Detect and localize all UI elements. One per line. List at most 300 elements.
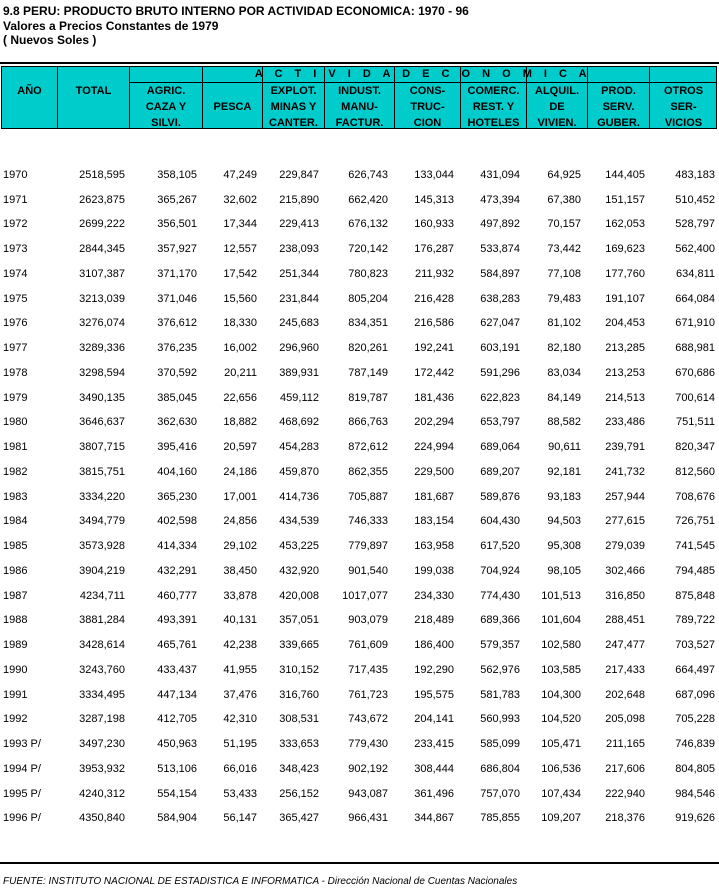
cell-value: 17,542 — [223, 267, 257, 280]
cell-value: 92,181 — [547, 465, 581, 478]
cell-total: 3243,760 — [79, 663, 125, 676]
cell-value: 589,876 — [480, 490, 520, 503]
cell-value: 414,736 — [279, 490, 319, 503]
table-row — [0, 239, 719, 259]
cell-value: 662,420 — [348, 193, 388, 206]
cell-value: 560,993 — [480, 713, 520, 726]
row-year: 1982 — [3, 465, 28, 478]
cell-value: 18,882 — [223, 416, 257, 429]
cell-value: 371,046 — [157, 292, 197, 305]
cell-value: 277,615 — [605, 515, 645, 528]
table-row — [0, 462, 719, 482]
row-year: 1975 — [3, 292, 28, 305]
cell-value: 468,692 — [279, 416, 319, 429]
cell-value: 53,433 — [223, 787, 257, 800]
cell-value: 686,804 — [480, 762, 520, 775]
cell-value: 233,486 — [605, 416, 645, 429]
cell-value: 356,501 — [157, 218, 197, 231]
cell-value: 90,611 — [548, 441, 581, 454]
cell-value: 370,592 — [157, 366, 197, 379]
row-year: 1972 — [3, 218, 28, 231]
cell-value: 32,602 — [223, 193, 257, 206]
cell-total: 3213,039 — [79, 292, 125, 305]
cell-value: 106,536 — [541, 762, 581, 775]
cell-value: 562,976 — [480, 663, 520, 676]
cell-value: 943,087 — [348, 787, 388, 800]
cell-value: 779,430 — [348, 738, 388, 751]
cell-value: 256,152 — [279, 787, 319, 800]
cell-value: 751,511 — [676, 416, 715, 429]
cell-value: 465,761 — [157, 639, 197, 652]
cell-value: 308,444 — [414, 762, 454, 775]
table-title-block — [3, 4, 469, 48]
cell-value: 105,471 — [541, 738, 581, 751]
cell-total: 3334,495 — [79, 688, 125, 701]
cell-value: 22,656 — [223, 391, 257, 404]
cell-value: 562,400 — [675, 243, 715, 256]
row-year: 1980 — [3, 416, 28, 429]
table-row — [0, 734, 719, 754]
cell-value: 634,811 — [676, 267, 715, 280]
cell-value: 414,334 — [157, 540, 197, 553]
table-row — [0, 635, 719, 655]
cell-value: 186,400 — [414, 639, 454, 652]
cell-total: 3289,336 — [79, 342, 125, 355]
cell-value: 107,434 — [541, 787, 581, 800]
cell-value: 192,290 — [414, 663, 454, 676]
cell-value: 104,300 — [541, 688, 581, 701]
cell-total: 3881,284 — [79, 614, 125, 627]
cell-value: 37,476 — [223, 688, 257, 701]
cell-value: 38,450 — [223, 564, 257, 577]
cell-value: 229,847 — [279, 169, 319, 181]
cell-total: 4350,840 — [79, 812, 125, 825]
row-year: 1988 — [3, 614, 28, 627]
cell-value: 202,648 — [605, 688, 645, 701]
cell-total: 3490,135 — [79, 391, 125, 404]
cell-total: 2518,595 — [79, 169, 125, 181]
cell-total: 2699,222 — [79, 218, 125, 231]
cell-value: 316,850 — [605, 589, 645, 602]
cell-total: 3276,074 — [79, 317, 125, 330]
cell-value: 820,261 — [348, 342, 388, 355]
cell-value: 15,560 — [223, 292, 257, 305]
table-row — [0, 709, 719, 729]
cell-value: 217,606 — [605, 762, 645, 775]
cell-value: 875,848 — [675, 589, 715, 602]
cell-value: 493,391 — [157, 614, 197, 627]
cell-value: 231,844 — [279, 292, 319, 305]
cell-value: 42,310 — [223, 713, 257, 726]
cell-value: 705,887 — [348, 490, 388, 503]
cell-value: 717,435 — [348, 663, 388, 676]
cell-value: 902,192 — [348, 762, 388, 775]
col-header-total: TOTAL — [75, 85, 112, 97]
cell-total: 3298,594 — [79, 366, 125, 379]
cell-value: 447,134 — [157, 688, 197, 701]
cell-value: 746,333 — [348, 515, 388, 528]
cell-value: 95,308 — [547, 540, 581, 553]
cell-value: 804,805 — [675, 762, 715, 775]
cell-total: 3904,219 — [79, 564, 125, 577]
cell-value: 653,797 — [480, 416, 520, 429]
cell-value: 348,423 — [279, 762, 319, 775]
cell-value: 199,038 — [414, 564, 454, 577]
col-header-activity: INDUST. MANU- FACTUR. — [335, 85, 384, 129]
cell-value: 183,154 — [414, 515, 454, 528]
table-row — [0, 660, 719, 680]
cell-value: 820,347 — [675, 441, 715, 454]
cell-value: 362,630 — [157, 416, 197, 429]
cell-value: 743,672 — [348, 713, 388, 726]
cell-value: 919,626 — [675, 812, 715, 825]
cell-value: 83,034 — [547, 366, 581, 379]
cell-value: 84,149 — [547, 391, 581, 404]
cell-value: 671,910 — [675, 317, 715, 330]
cell-value: 761,609 — [348, 639, 388, 652]
col-header-activity: OTROS SER- VICIOS — [663, 85, 704, 129]
cell-value: 404,160 — [157, 465, 197, 478]
cell-total: 3494,779 — [79, 515, 125, 528]
cell-value: 676,132 — [348, 218, 388, 231]
cell-value: 339,665 — [279, 639, 319, 652]
table-row — [0, 338, 719, 358]
cell-value: 333,653 — [279, 738, 319, 751]
row-year: 1993 P/ — [3, 738, 41, 751]
cell-value: 584,904 — [157, 812, 197, 825]
cell-value: 450,963 — [157, 738, 197, 751]
cell-value: 459,112 — [280, 391, 319, 404]
cell-value: 239,791 — [605, 441, 645, 454]
cell-value: 17,001 — [223, 490, 257, 503]
table-units: ( Nuevos Soles ) — [3, 33, 97, 47]
cell-value: 704,924 — [480, 564, 520, 577]
cell-value: 101,604 — [541, 614, 581, 627]
cell-total: 3807,715 — [79, 441, 125, 454]
cell-value: 308,531 — [279, 713, 319, 726]
cell-value: 288,451 — [605, 614, 645, 627]
cell-value: 229,500 — [414, 465, 454, 478]
table-row — [0, 214, 719, 234]
cell-value: 94,503 — [547, 515, 581, 528]
cell-value: 687,096 — [675, 688, 715, 701]
cell-total: 3107,387 — [79, 267, 125, 280]
cell-value: 191,107 — [605, 292, 645, 305]
cell-value: 371,170 — [157, 267, 197, 280]
cell-value: 211,932 — [415, 267, 454, 280]
cell-value: 172,442 — [414, 366, 454, 379]
cell-value: 720,142 — [348, 243, 388, 256]
col-header-activity: COMERC. REST. Y HOTELES — [467, 85, 520, 129]
cell-value: 513,106 — [157, 762, 197, 775]
cell-total: 3815,751 — [79, 465, 125, 478]
table-row — [0, 808, 719, 828]
cell-value: 617,520 — [480, 540, 520, 553]
cell-value: 103,585 — [541, 663, 581, 676]
cell-value: 579,357 — [480, 639, 520, 652]
cell-value: 689,064 — [480, 441, 520, 454]
cell-value: 664,497 — [675, 663, 715, 676]
cell-value: 51,195 — [223, 738, 257, 751]
table-row — [0, 610, 719, 630]
cell-value: 385,045 — [157, 391, 197, 404]
cell-total: 3334,220 — [79, 490, 125, 503]
cell-value: 251,344 — [279, 267, 319, 280]
table-row — [0, 289, 719, 309]
cell-total: 3573,928 — [79, 540, 125, 553]
cell-value: 358,105 — [157, 169, 197, 181]
cell-value: 708,676 — [675, 490, 715, 503]
cell-value: 395,416 — [157, 441, 197, 454]
row-year: 1970 — [3, 169, 28, 181]
cell-value: 344,867 — [414, 812, 454, 825]
cell-value: 145,313 — [414, 193, 454, 206]
cell-value: 638,283 — [480, 292, 520, 305]
cell-value: 431,094 — [480, 169, 520, 181]
cell-value: 376,612 — [157, 317, 197, 330]
col-header-activity: PROD. SERV. GUBER. — [597, 85, 640, 129]
cell-value: 705,228 — [675, 713, 715, 726]
cell-value: 554,154 — [157, 787, 197, 800]
cell-value: 903,079 — [348, 614, 388, 627]
cell-value: 533,874 — [480, 243, 520, 256]
cell-value: 181,687 — [414, 490, 454, 503]
cell-value: 703,527 — [675, 639, 715, 652]
cell-total: 3953,932 — [79, 762, 125, 775]
cell-value: 216,586 — [414, 317, 454, 330]
cell-value: 24,186 — [223, 465, 257, 478]
cell-value: 794,485 — [675, 564, 715, 577]
cell-value: 40,131 — [223, 614, 257, 627]
cell-value: 104,520 — [541, 713, 581, 726]
cell-value: 460,777 — [157, 589, 197, 602]
table-row — [0, 190, 719, 210]
cell-value: 412,705 — [157, 713, 197, 726]
cell-total: 2623,875 — [79, 193, 125, 206]
cell-value: 169,623 — [605, 243, 645, 256]
bottom-rule — [0, 862, 719, 864]
cell-value: 204,453 — [605, 317, 645, 330]
cell-value: 700,614 — [675, 391, 715, 404]
cell-value: 302,466 — [605, 564, 645, 577]
table-row — [0, 487, 719, 507]
cell-value: 761,723 — [348, 688, 388, 701]
cell-value: 215,890 — [279, 193, 319, 206]
cell-value: 376,235 — [157, 342, 197, 355]
cell-value: 528,797 — [675, 218, 715, 231]
cell-value: 872,612 — [348, 441, 388, 454]
cell-value: 584,897 — [480, 267, 520, 280]
table-row — [0, 536, 719, 556]
cell-value: 591,296 — [480, 366, 520, 379]
row-year: 1996 P/ — [3, 812, 41, 825]
cell-value: 365,230 — [157, 490, 197, 503]
cell-value: 213,253 — [605, 366, 645, 379]
row-year: 1987 — [3, 589, 28, 602]
cell-value: 664,084 — [675, 292, 715, 305]
table-row — [0, 363, 719, 383]
cell-value: 819,787 — [348, 391, 388, 404]
row-year: 1979 — [3, 391, 28, 404]
activity-group-header: A C T I V I D A D E C O N O M I C A — [254, 68, 592, 80]
cell-value: 689,207 — [480, 465, 520, 478]
cell-value: 67,380 — [547, 193, 581, 206]
cell-value: 365,427 — [279, 812, 319, 825]
cell-value: 202,294 — [414, 416, 454, 429]
cell-value: 160,933 — [414, 218, 454, 231]
row-year: 1986 — [3, 564, 28, 577]
row-year: 1985 — [3, 540, 28, 553]
cell-value: 20,211 — [224, 366, 257, 379]
cell-value: 88,582 — [547, 416, 581, 429]
cell-value: 626,743 — [348, 169, 388, 181]
cell-value: 234,330 — [414, 589, 454, 602]
cell-value: 79,483 — [547, 292, 581, 305]
cell-value: 316,760 — [279, 688, 319, 701]
table-row — [0, 685, 719, 705]
source-note: FUENTE: INSTITUTO NACIONAL DE ESTADISTICA E INFORMATICA - Dirección Nacional de Cuentas Nacionales — [3, 876, 518, 887]
cell-value: 433,437 — [157, 663, 197, 676]
cell-value: 483,183 — [675, 169, 715, 181]
cell-value: 192,241 — [414, 342, 454, 355]
cell-value: 581,783 — [480, 688, 520, 701]
row-year: 1983 — [3, 490, 28, 503]
cell-total: 3497,230 — [79, 738, 125, 751]
col-header-activity: EXPLOT. MINAS Y CANTER. — [269, 85, 318, 129]
cell-value: 420,008 — [279, 589, 319, 602]
cell-value: 741,545 — [675, 540, 715, 553]
cell-value: 98,105 — [547, 564, 581, 577]
cell-value: 279,039 — [605, 540, 645, 553]
cell-value: 163,958 — [414, 540, 454, 553]
cell-value: 510,452 — [675, 193, 715, 206]
cell-total: 3287,198 — [79, 713, 125, 726]
cell-value: 622,823 — [480, 391, 520, 404]
table-row — [0, 586, 719, 606]
cell-value: 144,405 — [605, 169, 645, 181]
cell-value: 497,892 — [480, 218, 520, 231]
cell-value: 966,431 — [348, 812, 388, 825]
cell-value: 176,287 — [414, 243, 454, 256]
cell-value: 389,931 — [279, 366, 319, 379]
row-year: 1991 — [3, 688, 28, 701]
cell-value: 162,053 — [605, 218, 645, 231]
cell-value: 47,249 — [223, 169, 257, 181]
cell-value: 56,147 — [223, 812, 257, 825]
cell-value: 16,002 — [223, 342, 257, 355]
cell-value: 1017,077 — [342, 589, 388, 602]
cell-total: 3428,614 — [79, 639, 125, 652]
cell-value: 862,355 — [348, 465, 388, 478]
cell-value: 604,430 — [480, 515, 520, 528]
table-row — [0, 165, 719, 185]
cell-value: 454,283 — [279, 441, 319, 454]
cell-value: 688,981 — [675, 342, 715, 355]
col-header-activity: PESCA — [213, 101, 252, 113]
row-year: 1995 P/ — [3, 787, 41, 800]
cell-value: 257,944 — [605, 490, 645, 503]
cell-value: 787,149 — [348, 366, 388, 379]
cell-value: 77,108 — [547, 267, 581, 280]
row-year: 1981 — [3, 441, 28, 454]
cell-total: 3646,637 — [79, 416, 125, 429]
cell-value: 453,225 — [279, 540, 319, 553]
cell-value: 689,366 — [480, 614, 520, 627]
table-row — [0, 561, 719, 581]
cell-value: 93,183 — [547, 490, 581, 503]
cell-value: 218,376 — [605, 812, 645, 825]
cell-value: 42,238 — [223, 639, 257, 652]
cell-value: 866,763 — [348, 416, 388, 429]
cell-value: 789,722 — [675, 614, 715, 627]
cell-value: 402,598 — [157, 515, 197, 528]
row-year: 1978 — [3, 366, 28, 379]
col-header-activity: AGRIC. CAZA Y SILVI. — [145, 85, 187, 129]
cell-value: 213,285 — [605, 342, 645, 355]
col-header-activity: CONS- TRUC- CION — [409, 85, 446, 129]
cell-value: 12,557 — [223, 243, 257, 256]
cell-value: 224,994 — [414, 441, 454, 454]
cell-value: 222,940 — [605, 787, 645, 800]
row-year: 1990 — [3, 663, 28, 676]
table-row — [0, 784, 719, 804]
cell-value: 310,152 — [279, 663, 319, 676]
cell-value: 774,430 — [480, 589, 520, 602]
cell-value: 585,099 — [480, 738, 520, 751]
cell-value: 33,878 — [223, 589, 257, 602]
row-year: 1976 — [3, 317, 28, 330]
cell-value: 195,575 — [414, 688, 454, 701]
cell-value: 984,546 — [675, 787, 715, 800]
cell-value: 780,823 — [348, 267, 388, 280]
row-year: 1974 — [3, 267, 28, 280]
cell-value: 66,016 — [223, 762, 257, 775]
cell-value: 357,927 — [157, 243, 197, 256]
cell-value: 181,436 — [414, 391, 454, 404]
cell-value: 229,413 — [279, 218, 319, 231]
table-row — [0, 388, 719, 408]
cell-value: 151,157 — [605, 193, 645, 206]
cell-value: 101,513 — [541, 589, 581, 602]
cell-value: 133,044 — [414, 169, 454, 181]
cell-value: 109,207 — [541, 812, 581, 825]
table-row — [0, 412, 719, 432]
table-row — [0, 437, 719, 457]
cell-value: 218,489 — [414, 614, 454, 627]
cell-value: 24,856 — [223, 515, 257, 528]
cell-value: 901,540 — [348, 564, 388, 577]
table-title: 9.8 PERU: PRODUCTO BRUTO INTERNO POR ACTIVIDAD ECONOMICA: 1970 - 96 — [3, 4, 469, 18]
row-year: 1973 — [3, 243, 28, 256]
cell-value: 627,047 — [480, 317, 520, 330]
row-year: 1977 — [3, 342, 28, 355]
top-rule — [0, 62, 719, 64]
cell-value: 757,070 — [480, 787, 520, 800]
cell-value: 603,191 — [480, 342, 520, 355]
cell-value: 238,093 — [279, 243, 319, 256]
table-row — [0, 759, 719, 779]
row-year: 1989 — [3, 639, 28, 652]
cell-value: 73,442 — [547, 243, 581, 256]
col-header-year: AÑO — [17, 85, 42, 97]
cell-value: 365,267 — [157, 193, 197, 206]
cell-value: 82,180 — [547, 342, 581, 355]
cell-value: 805,204 — [348, 292, 388, 305]
cell-value: 834,351 — [348, 317, 388, 330]
cell-value: 70,157 — [547, 218, 581, 231]
table-row — [0, 264, 719, 284]
cell-value: 245,683 — [279, 317, 319, 330]
